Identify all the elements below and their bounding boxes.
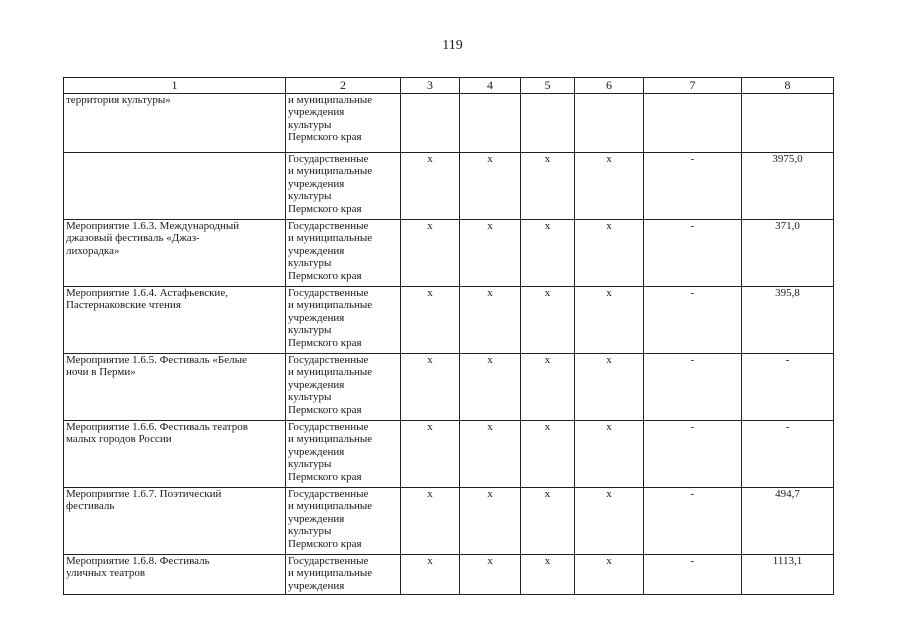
executor-line: культуры (288, 458, 332, 471)
activity-name-line: Мероприятие 1.6.3. Международный (66, 220, 240, 232)
table-row (64, 555, 834, 595)
value-cell-c4: х (460, 220, 521, 287)
executor-line: культуры (288, 118, 332, 131)
table-row (64, 220, 834, 287)
col-header-2: 2 (286, 78, 401, 94)
value-cell-c3: х (401, 488, 460, 555)
value-cell-c5: х (521, 555, 575, 595)
activity-name-line: джазовый фестиваль «Джаз- (66, 232, 200, 245)
value-cell-c4: х (460, 555, 521, 595)
value-cell-c6: х (575, 287, 644, 354)
table-row (64, 153, 834, 220)
value-cell-c8: - (742, 421, 834, 488)
value-cell-c3 (401, 94, 460, 153)
col-header-8: 8 (742, 78, 834, 94)
activity-name-line: территория культуры» (66, 94, 171, 106)
executor-line: и муниципальные (288, 299, 373, 312)
page-number: 119 (442, 38, 463, 53)
table-row (64, 354, 834, 421)
value-cell-c6: х (575, 354, 644, 421)
executor-line: Государственные (288, 220, 369, 232)
value-cell-c5: х (521, 354, 575, 421)
executor-cell (286, 354, 401, 421)
value-cell-c5 (521, 94, 575, 153)
executor-cell (286, 555, 401, 595)
activity-name-line: лихорадка» (66, 244, 120, 257)
value-cell-c3: х (401, 153, 460, 220)
executor-line: Государственные (288, 354, 369, 366)
executor-line: и муниципальные (288, 165, 373, 178)
activity-name-cell (64, 287, 286, 354)
activity-name-line: малых городов России (66, 433, 172, 446)
executor-line: Государственные (288, 488, 369, 500)
executor-line: Государственные (288, 287, 369, 299)
value-cell-c3: х (401, 220, 460, 287)
executor-cell (286, 421, 401, 488)
header-row (64, 78, 834, 94)
executor-line: культуры (288, 391, 332, 404)
value-cell-c3: х (401, 354, 460, 421)
value-cell-c3: х (401, 555, 460, 595)
value-cell-c7: - (644, 220, 742, 287)
value-cell-c4: х (460, 421, 521, 488)
value-cell-c6: х (575, 488, 644, 555)
activity-name-line: уличных театров (66, 567, 146, 580)
activity-name-cell (64, 555, 286, 595)
executor-line: и муниципальные (288, 366, 373, 379)
executor-line: и муниципальные (288, 433, 373, 446)
col-header-4: 4 (460, 78, 521, 94)
col-header-3: 3 (401, 78, 460, 94)
budget-table (63, 77, 834, 595)
activity-name-line: Пастернаковские чтения (66, 299, 181, 312)
activity-name-line: Мероприятие 1.6.7. Поэтический (66, 488, 222, 500)
activity-name-line: Мероприятие 1.6.4. Астафьевские, (66, 287, 228, 299)
executor-line: учреждения (288, 579, 345, 592)
activity-name-cell (64, 94, 286, 153)
value-cell-c4: х (460, 153, 521, 220)
value-cell-c6: х (575, 220, 644, 287)
executor-line: и муниципальные (288, 567, 373, 580)
executor-line: Пермского края (288, 403, 362, 416)
value-cell-c6: х (575, 153, 644, 220)
executor-line: культуры (288, 190, 332, 203)
col-header-7: 7 (644, 78, 742, 94)
executor-line: Государственные (288, 555, 369, 567)
value-cell-c8: 371,0 (742, 220, 834, 287)
value-cell-c5: х (521, 153, 575, 220)
executor-line: Пермского края (288, 269, 362, 282)
executor-line: и муниципальные (288, 94, 373, 106)
col-header-1: 1 (64, 78, 286, 94)
executor-line: Государственные (288, 153, 369, 165)
activity-name-cell (64, 488, 286, 555)
value-cell-c7: - (644, 287, 742, 354)
value-cell-c7: - (644, 153, 742, 220)
executor-line: культуры (288, 525, 332, 538)
value-cell-c7: - (644, 488, 742, 555)
executor-line: учреждения (288, 244, 345, 257)
value-cell-c6: х (575, 421, 644, 488)
executor-line: Пермского края (288, 470, 362, 483)
value-cell-c4: х (460, 488, 521, 555)
executor-line: Пермского края (288, 537, 362, 550)
activity-name-cell (64, 153, 286, 220)
table-row (64, 94, 834, 153)
value-cell-c8: 3975,0 (742, 153, 834, 220)
executor-line: и муниципальные (288, 232, 373, 245)
executor-line: Пермского края (288, 336, 362, 349)
executor-line: учреждения (288, 378, 345, 391)
value-cell-c8: 395,8 (742, 287, 834, 354)
activity-name-cell (64, 220, 286, 287)
activity-name-cell (64, 354, 286, 421)
executor-cell (286, 94, 401, 153)
value-cell-c5: х (521, 287, 575, 354)
executor-line: учреждения (288, 106, 345, 119)
value-cell-c5: х (521, 421, 575, 488)
value-cell-c8 (742, 94, 834, 153)
value-cell-c7: - (644, 421, 742, 488)
executor-line: Пермского края (288, 131, 362, 144)
executor-line: учреждения (288, 311, 345, 324)
activity-name-cell (64, 421, 286, 488)
table-body (64, 94, 834, 595)
executor-line: учреждения (288, 445, 345, 458)
value-cell-c6: х (575, 555, 644, 595)
table-row (64, 488, 834, 555)
value-cell-c3: х (401, 421, 460, 488)
executor-line: учреждения (288, 512, 345, 525)
executor-cell (286, 287, 401, 354)
col-header-6: 6 (575, 78, 644, 94)
table-row (64, 287, 834, 354)
table-row (64, 421, 834, 488)
value-cell-c8: - (742, 354, 834, 421)
value-cell-c5: х (521, 488, 575, 555)
executor-line: культуры (288, 324, 332, 337)
executor-line: культуры (288, 257, 332, 270)
value-cell-c7 (644, 94, 742, 153)
col-header-5: 5 (521, 78, 575, 94)
executor-line: учреждения (288, 177, 345, 190)
value-cell-c6 (575, 94, 644, 153)
value-cell-c8: 494,7 (742, 488, 834, 555)
executor-cell (286, 153, 401, 220)
executor-line: Государственные (288, 421, 369, 433)
value-cell-c5: х (521, 220, 575, 287)
executor-cell (286, 488, 401, 555)
activity-name-line: Мероприятие 1.6.6. Фестиваль театров (66, 421, 248, 433)
value-cell-c7: - (644, 354, 742, 421)
value-cell-c4 (460, 94, 521, 153)
activity-name-line: ночи в Перми» (66, 366, 136, 379)
value-cell-c3: х (401, 287, 460, 354)
value-cell-c7: - (644, 555, 742, 595)
value-cell-c4: х (460, 354, 521, 421)
value-cell-c8: 1113,1 (742, 555, 834, 595)
executor-cell (286, 220, 401, 287)
executor-line: и муниципальные (288, 500, 373, 513)
activity-name-line: Мероприятие 1.6.5. Фестиваль «Белые (66, 354, 247, 366)
executor-line: Пермского края (288, 202, 362, 215)
activity-name-line: фестиваль (66, 500, 115, 513)
value-cell-c4: х (460, 287, 521, 354)
activity-name-line: Мероприятие 1.6.8. Фестиваль (66, 555, 210, 567)
